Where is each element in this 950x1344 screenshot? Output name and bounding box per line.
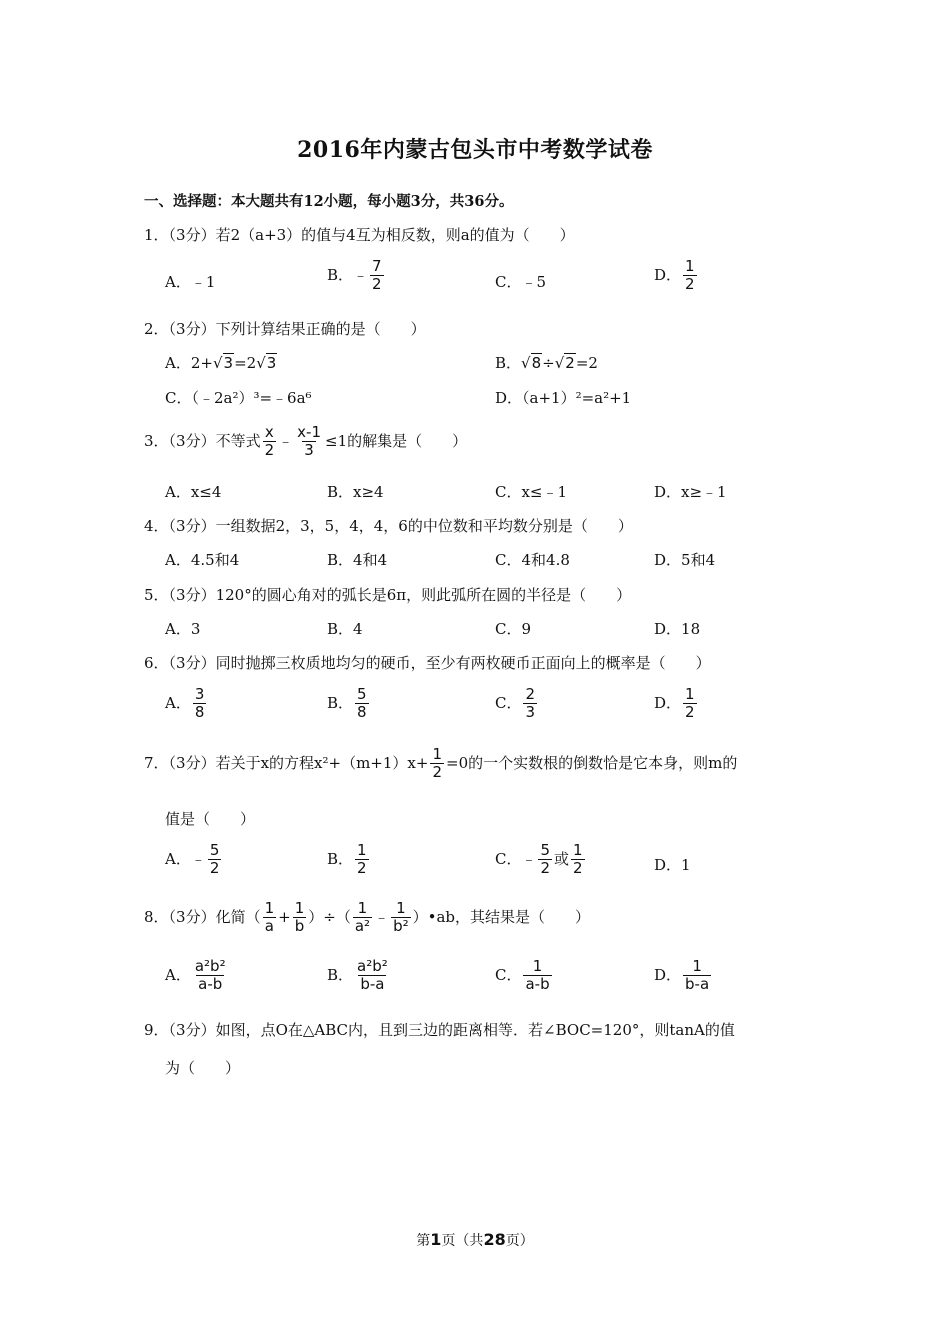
q6-option-a — [165, 686, 208, 722]
fraction-numerator: 1 — [357, 899, 368, 917]
q1-option-d-label: D． — [654, 265, 682, 284]
question-3-stem — [144, 424, 467, 460]
q2-option-a-label: A．2+ — [165, 354, 213, 372]
q5-option-d: D．18 — [654, 620, 701, 638]
q4-option-a: A．4.5和4 — [165, 551, 240, 569]
fraction-denominator: b² — [393, 917, 409, 936]
footer-pre: 第 — [416, 1233, 431, 1249]
q6-option-c — [495, 686, 539, 722]
question-7-stem-line2: 值是（ ） — [165, 810, 256, 828]
question-6-stem: 6．（3分）同时抛掷三枚质地均匀的硬币，至少有两枚硬币正面向上的概率是（ ） — [144, 654, 711, 672]
fraction-denominator: 2 — [432, 763, 442, 782]
question-8-stem — [144, 900, 590, 936]
q3-stem-pre: 3．（3分）不等式 — [144, 431, 261, 450]
q6-option-b — [327, 686, 371, 722]
fraction-numerator: 5 — [209, 841, 220, 859]
page-title: 2016年内蒙古包头市中考数学试卷 — [297, 137, 653, 163]
q7-option-b — [327, 842, 371, 878]
q3-option-c: C．x≤﹣1 — [495, 483, 568, 501]
q7-option-a-label: A．﹣ — [165, 849, 206, 868]
q1-option-d-fraction — [683, 258, 697, 294]
q8-option-b — [327, 958, 392, 994]
q2-option-a — [165, 352, 277, 373]
q8-option-c — [495, 958, 554, 994]
fraction-denominator: a — [264, 917, 274, 936]
fraction-denominator: b — [294, 917, 305, 936]
q7-option-b-fraction — [355, 842, 369, 878]
q8-option-a-fraction — [193, 958, 228, 994]
footer-total-pages: 28 — [483, 1230, 506, 1249]
q8-stem-post: ）•ab，其结果是（ ） — [412, 907, 591, 926]
fraction-denominator: 2 — [357, 859, 367, 878]
q2-option-a-mid: =2 — [234, 354, 257, 372]
fraction-numerator: 1 — [532, 957, 543, 975]
q4-option-b: B．4和4 — [327, 551, 388, 569]
q7-stem-pre: 7．（3分）若关于x的方程x²+（m+1）x+ — [144, 753, 429, 772]
q8-fraction-2 — [293, 900, 307, 936]
q7-option-b-label: B． — [327, 849, 354, 868]
divide-sign: ÷ — [542, 354, 555, 372]
q3-option-d: D．x≥﹣1 — [654, 483, 727, 501]
q6-option-b-label: B． — [327, 693, 354, 712]
q3-fraction-2 — [295, 424, 323, 460]
sqrt-sign: √3 — [256, 354, 277, 372]
fraction-denominator: 3 — [525, 703, 536, 722]
q7-option-c-label: C．﹣ — [495, 849, 537, 868]
q7-fraction — [430, 746, 444, 782]
q6-option-c-fraction — [523, 686, 537, 722]
fraction-denominator: 2 — [573, 859, 583, 878]
q8-fraction-3 — [353, 900, 372, 936]
fraction-denominator: 2 — [685, 275, 695, 294]
question-4-stem: 4．（3分）一组数据2，3，5，4，4，6的中位数和平均数分别是（ ） — [144, 517, 633, 535]
q7-stem-post: =0的一个实数根的倒数恰是它本身，则m的 — [446, 753, 738, 772]
q5-option-b: B．4 — [327, 620, 363, 638]
fraction-numerator: 1 — [685, 257, 695, 275]
q8-option-d-fraction — [683, 958, 711, 994]
fraction-denominator: 8 — [194, 703, 205, 722]
fraction-numerator: x — [264, 423, 274, 441]
fraction-numerator: a²b² — [357, 957, 388, 975]
fraction-numerator: x-1 — [297, 423, 321, 441]
q3-stem-post: ≤1的解集是（ ） — [325, 431, 468, 450]
q1-option-b-fraction — [370, 258, 384, 294]
radicand: 8 — [531, 354, 542, 372]
q6-option-a-label: A． — [165, 693, 191, 712]
sqrt-sign: √8 — [521, 354, 542, 372]
q6-option-a-fraction — [193, 686, 207, 722]
q8-option-a-label: A． — [165, 965, 191, 984]
q2-option-b-tail: =2 — [575, 354, 598, 372]
fraction-denominator: b-a — [360, 975, 385, 994]
question-5-stem: 5．（3分）120°的圆心角对的弧长是6π，则此弧所在圆的半径是（ ） — [144, 586, 632, 604]
q8-stem-pre: 8．（3分）化简（ — [144, 907, 261, 926]
q8-option-c-label: C． — [495, 965, 522, 984]
fraction-numerator: 3 — [194, 685, 205, 703]
fraction-numerator: 5 — [357, 685, 367, 703]
q6-option-d-fraction — [683, 686, 697, 722]
q5-option-c: C．9 — [495, 620, 532, 638]
q6-option-b-fraction — [355, 686, 369, 722]
sqrt-sign: √2 — [554, 354, 575, 372]
q7-option-c-or: 或 — [554, 849, 570, 868]
fraction-denominator: 2 — [264, 441, 275, 460]
q8-option-d-label: D． — [654, 965, 682, 984]
q2-option-b-label: B． — [495, 354, 522, 372]
q4-option-d: D．5和4 — [654, 551, 716, 569]
fraction-denominator: a² — [354, 917, 371, 936]
q8-fraction-4 — [391, 900, 411, 936]
q4-option-c: C．4和4.8 — [495, 551, 570, 569]
q7-option-d: D．1 — [654, 856, 691, 874]
question-9-stem-line2: 为（ ） — [165, 1059, 241, 1077]
q6-option-d-label: D． — [654, 693, 682, 712]
fraction-denominator: 2 — [540, 859, 551, 878]
fraction-denominator: 3 — [304, 441, 314, 460]
fraction-denominator: 2 — [372, 275, 382, 294]
q8-option-c-fraction — [523, 958, 551, 994]
q8-option-b-fraction — [355, 958, 390, 994]
plus-sign: + — [278, 907, 291, 926]
fraction-numerator: 1 — [692, 957, 702, 975]
q6-option-d — [654, 686, 699, 722]
fraction-numerator: 1 — [573, 841, 583, 859]
q1-option-c: C．﹣5 — [495, 273, 547, 291]
fraction-numerator: 1 — [396, 899, 406, 917]
fraction-numerator: 2 — [525, 685, 536, 703]
minus-sign: ﹣ — [278, 431, 294, 450]
fraction-denominator: a-b — [198, 975, 223, 994]
q1-option-b-label: B． — [327, 265, 354, 284]
footer-mid: 页（共 — [441, 1233, 484, 1249]
minus-sign: ﹣ — [374, 907, 390, 926]
radicand: 3 — [223, 354, 234, 372]
q8-stem-mid: ）÷（ — [308, 907, 351, 926]
fraction-denominator: 2 — [685, 703, 695, 722]
section-heading: 一、选择题：本大题共有12小题，每小题3分，共36分。 — [144, 193, 514, 210]
q2-option-d: D．（a+1）²=a²+1 — [495, 389, 632, 407]
q5-option-a: A．3 — [165, 620, 201, 638]
q7-option-a-fraction — [208, 842, 222, 878]
q3-option-a: A．x≤4 — [165, 483, 222, 501]
fraction-numerator: 1 — [685, 685, 695, 703]
q8-fraction-1 — [263, 900, 277, 936]
fraction-numerator: 1 — [357, 841, 367, 859]
fraction-numerator: 1 — [432, 745, 442, 763]
q2-option-b — [495, 352, 598, 373]
fraction-numerator: 7 — [372, 257, 382, 275]
footer-post: 页） — [505, 1233, 534, 1249]
fraction-numerator: a²b² — [194, 957, 226, 975]
q8-option-a — [165, 958, 230, 994]
question-1-stem: 1．（3分）若2（a+3）的值与4互为相反数，则a的值为（ ） — [144, 226, 575, 244]
fraction-numerator: 1 — [264, 899, 275, 917]
q3-option-b: B．x≥4 — [327, 483, 384, 501]
sqrt-sign: √3 — [212, 354, 234, 372]
fraction-numerator: 1 — [294, 899, 305, 917]
q1-option-b-sign: ﹣ — [353, 265, 369, 284]
radicand: 2 — [565, 354, 575, 372]
q2-option-c: C．（﹣2a²）³=﹣6a⁶ — [165, 389, 312, 407]
q1-option-a: A．﹣1 — [165, 273, 216, 291]
q3-fraction-1 — [263, 424, 277, 460]
fraction-denominator: a-b — [525, 975, 550, 994]
q7-option-c-fraction-2 — [571, 842, 585, 878]
radicand: 3 — [266, 354, 277, 372]
question-7-stem — [144, 746, 737, 782]
q1-option-b — [327, 258, 386, 294]
question-9-stem: 9．（3分）如图，点O在△ABC内，且到三边的距离相等．若∠BOC=120°，则tanA的值 — [144, 1021, 735, 1039]
fraction-denominator: 2 — [209, 859, 220, 878]
q1-option-d — [654, 258, 699, 294]
q8-option-d — [654, 958, 713, 994]
page-footer — [0, 1230, 950, 1250]
question-2-stem: 2．（3分）下列计算结果正确的是（ ） — [144, 320, 426, 338]
fraction-denominator: b-a — [685, 975, 710, 994]
q7-option-c — [495, 842, 587, 878]
q7-option-c-fraction-1 — [538, 842, 552, 878]
fraction-denominator: 8 — [357, 703, 367, 722]
footer-page-number: 1 — [430, 1230, 442, 1249]
fraction-numerator: 5 — [540, 841, 551, 859]
q6-option-c-label: C． — [495, 693, 522, 712]
q8-option-b-label: B． — [327, 965, 354, 984]
q7-option-a — [165, 842, 223, 878]
